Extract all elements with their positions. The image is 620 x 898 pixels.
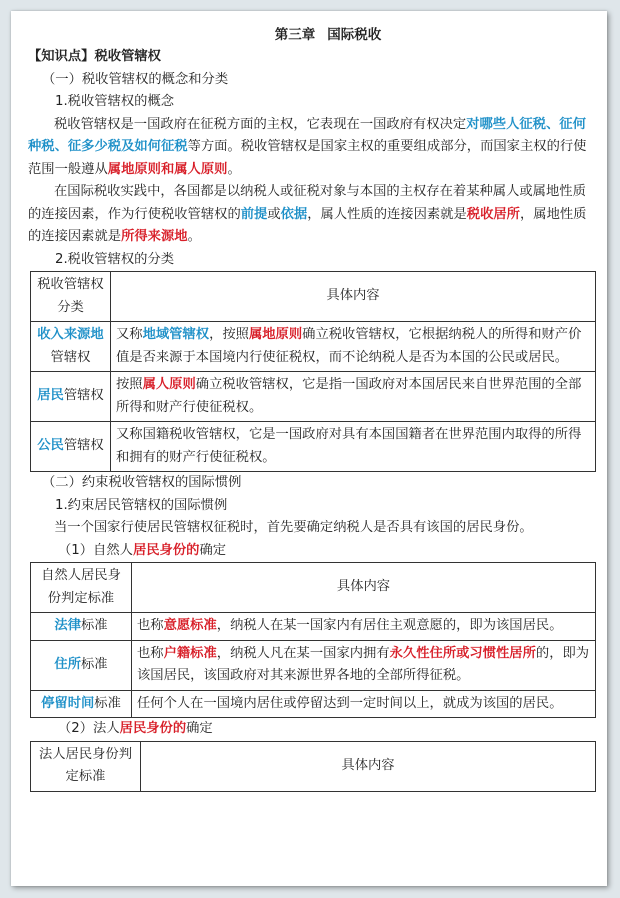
chapter-title	[28, 24, 598, 46]
sub1-item2: 2.税收管辖权的分类	[55, 251, 175, 267]
text-run: 确立税收管辖权，它是指一国政府对本国居民来自世界范围的全部所得和财产行使征税权。	[116, 377, 582, 415]
chapter-name: 国际税收	[327, 27, 382, 43]
table-header-row	[31, 741, 596, 791]
text-run: 任何个人在一国境内居住或停留达到一定时间以上，就成为该国的居民。	[137, 695, 563, 711]
text-run: 也称	[137, 618, 164, 633]
text-run: 按照	[116, 377, 143, 392]
paragraph-2	[28, 181, 598, 249]
text-run: 确立税收管辖权，它根据纳税人的所得和财产价值是否来源于本国境内行使征税权，而不论纳税人是否为本国的公民或居民。	[116, 327, 582, 365]
table-content-cell	[132, 640, 596, 690]
section-heading: 【知识点】税收管辖权	[28, 49, 161, 64]
text-run: ，纳税人在某一国家内有居住主观意愿的，即为该国居民。	[216, 618, 563, 633]
chapter-number: 第三章	[274, 27, 316, 43]
table-content-cell	[132, 613, 596, 641]
highlight-blue: 收入来源地	[37, 327, 104, 342]
highlight-red: 居民身份的	[132, 542, 200, 558]
highlight-blue: 地域管辖权	[142, 327, 210, 342]
sub1-heading: （一）税收管辖权的概念和分类	[42, 71, 229, 87]
legal-person-table	[30, 741, 596, 792]
table-row	[31, 613, 596, 641]
text-run: 管辖权	[63, 438, 104, 454]
text-run: ，属人性质的连接因素就是	[307, 206, 467, 222]
highlight-red: 永久性住所或习惯性居所	[389, 645, 536, 661]
table-header-cell: 自然人居民身份判定标准	[31, 563, 132, 613]
document-content	[28, 24, 598, 792]
text-run: 确定	[199, 542, 227, 558]
paragraph-1	[28, 114, 598, 182]
text-run: 税收管辖权是一国政府在征税方面的主权，它表现在一国政府有权决定	[54, 116, 467, 132]
natural-person-table	[30, 562, 596, 718]
table-row	[31, 322, 596, 372]
table-row	[31, 690, 596, 718]
highlight-blue: 停留时间	[41, 695, 95, 711]
table-row	[31, 372, 596, 422]
text-run: 标准	[94, 695, 121, 711]
table-header-cell: 法人居民身份判定标准	[31, 741, 141, 791]
highlight-red: 户籍标准	[163, 645, 217, 661]
text-run: ，属地性质的连接因素就是	[28, 206, 587, 244]
table-key-cell	[31, 322, 111, 372]
paragraph-3: 当一个国家行使居民管辖权征税时，首先要确定纳税人是否具有该国的居民身份。	[54, 520, 533, 535]
text-run: 等方面。税收管辖权是国家主权的重要组成部分，而国家主权的行使范围一般遵从	[28, 139, 587, 177]
jurisdiction-table	[30, 271, 596, 472]
text-run: ，纳税人凡在某一国家内拥有	[216, 645, 390, 661]
text-run: （2）法人	[58, 721, 120, 736]
highlight-red: 属地原则和属人原则	[107, 161, 228, 177]
highlight-red: 税收居所	[466, 206, 520, 222]
highlight-red: 所得来源地	[121, 229, 188, 244]
text-run: 标准	[81, 656, 108, 672]
table-key-cell	[31, 422, 111, 472]
table-header-row	[31, 563, 596, 613]
highlight-blue: 法律	[54, 618, 81, 633]
table-row	[31, 640, 596, 690]
table-header-cell: 具体内容	[132, 563, 596, 613]
table-key-cell	[31, 640, 132, 690]
table-content-cell	[111, 422, 596, 472]
highlight-blue: 依据	[280, 206, 308, 222]
text-run: 也称	[137, 645, 164, 661]
sub2-heading: （二）约束税收管辖权的国际惯例	[42, 475, 242, 490]
text-run: 确定	[186, 721, 213, 736]
highlight-red: 居民身份的	[119, 721, 187, 736]
highlight-red: 属地原则	[248, 327, 303, 342]
table-key-cell	[31, 372, 111, 422]
table-key-cell	[31, 613, 132, 641]
text-run: 在国际税收实践中，各国都是以纳税人或征税对象与本国的主权存在着某种属人或属地性质的连接因素，作为行使税收管辖权的	[28, 184, 586, 222]
text-run: 的，即为该国居民，该国政府对其来源世界各地的全部所得征税。	[137, 645, 590, 683]
table-header-row	[31, 272, 596, 322]
document-page	[11, 11, 607, 886]
table-header-cell: 税收管辖权分类	[31, 272, 111, 322]
highlight-red: 属人原则	[142, 377, 196, 392]
table-key-cell	[31, 690, 132, 718]
text-run: 又称	[116, 327, 143, 342]
highlight-blue: 公民	[37, 438, 64, 454]
sub1-item1: 1.税收管辖权的概念	[55, 94, 175, 109]
highlight-blue: 对哪些人征税、征何种税、征多少税及如何征税	[28, 116, 586, 154]
table-content-cell	[111, 322, 596, 372]
sub2-1-heading	[28, 540, 598, 563]
text-run: （1）自然人	[58, 542, 133, 558]
text-run: ，按照	[209, 327, 249, 342]
sub2-item1: 1.约束居民管辖权的国际惯例	[55, 497, 228, 513]
sub2-2-heading	[28, 718, 598, 741]
table-header-cell: 具体内容	[141, 741, 596, 791]
table-content-cell	[111, 372, 596, 422]
text-run: 管辖权	[50, 349, 91, 365]
table-header-cell: 具体内容	[111, 272, 596, 322]
table-row	[31, 422, 596, 472]
text-run: 管辖权	[63, 388, 104, 404]
text-run: 或	[267, 206, 281, 222]
text-run: 。	[227, 161, 241, 177]
highlight-blue: 居民	[37, 388, 64, 404]
highlight-blue: 前提	[240, 206, 268, 222]
table-content-cell	[132, 690, 596, 718]
text-run: 标准	[81, 618, 108, 633]
highlight-blue: 住所	[54, 656, 81, 672]
text-run: 。	[187, 229, 201, 244]
text-run: 又称国籍税收管辖权，它是一国政府对具有本国国籍者在世界范围内取得的所得和拥有的财产行使征税权。	[116, 427, 582, 465]
highlight-red: 意愿标准	[163, 618, 217, 633]
